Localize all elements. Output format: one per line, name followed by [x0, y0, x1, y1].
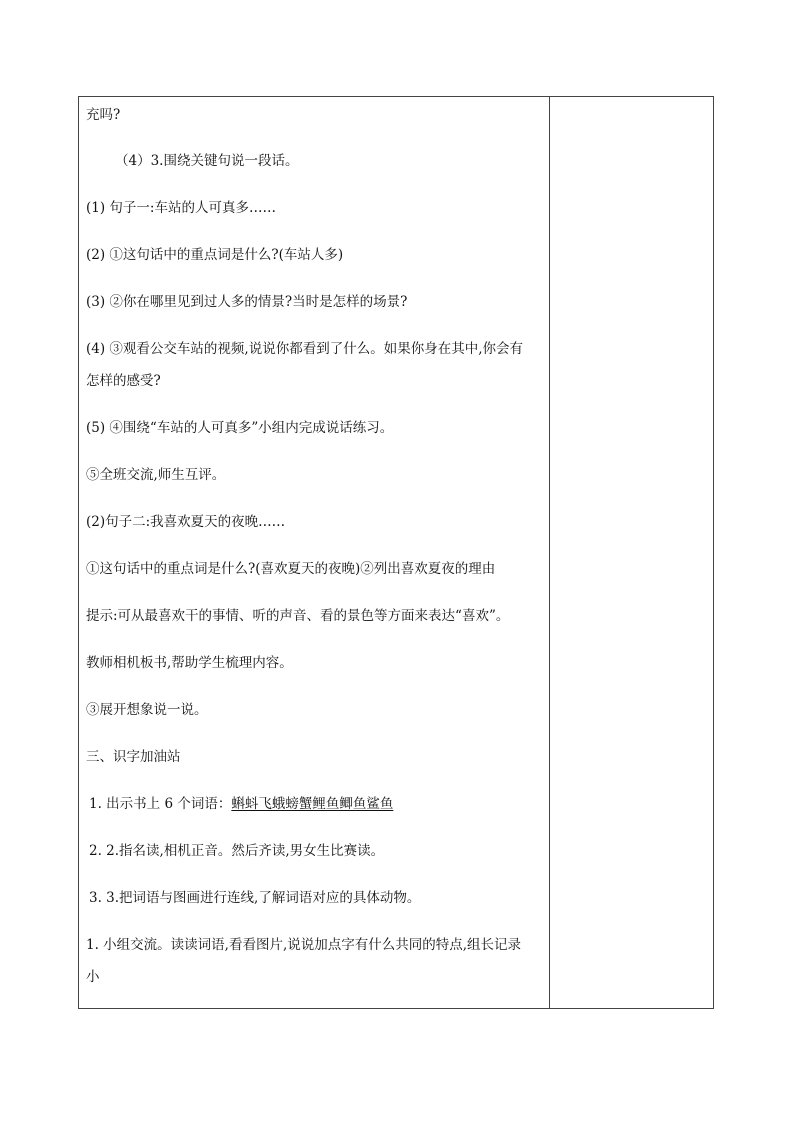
text-line: (4) ③观看公交车站的视频,说说你都看到了什么。如果你身在其中,你会有 — [86, 341, 523, 357]
text-line: (3) ②你在哪里见到过人多的情景?当时是怎样的场景? — [86, 294, 408, 310]
text-line: 1. 出示书上 6 个词语： — [89, 796, 232, 812]
column-divider — [549, 97, 550, 1008]
text-line: ③展开想象说一说。 — [86, 702, 208, 718]
text-line: (2)句子二:我喜欢夏天的夜晚…… — [86, 514, 286, 530]
text-line: ①这句话中的重点词是什么?(喜欢夏天的夜晚)②列出喜欢夏夜的理由 — [86, 561, 496, 577]
text-line: 小 — [86, 969, 100, 985]
text-line: 怎样的感受? — [86, 373, 161, 389]
text-line: (1) 句子一:车站的人可真多…… — [86, 200, 276, 216]
text-line: 2. 2.指名读,相机正音。然后齐读,男女生比赛读。 — [89, 843, 385, 859]
text-line: 3. 3.把词语与图画进行连线,了解词语对应的具体动物。 — [89, 890, 421, 906]
text-line: 1. 小组交流。读读词语,看看图片,说说加点字有什么共同的特点,组长记录 — [86, 937, 522, 953]
underlined-words: 蝌蚪飞蛾螃蟹鲤鱼鲫鱼鲨鱼 — [231, 796, 394, 812]
text-line: 充吗? — [86, 107, 121, 123]
text-line — [89, 796, 393, 812]
text-line: ⑤全班交流,师生互评。 — [86, 467, 226, 483]
text-line: (2) ①这句话中的重点词是什么?(车站人多) — [86, 247, 344, 263]
text-line: (5) ④围绕“车站的人可真多”小组内完成说话练习。 — [86, 420, 394, 436]
lesson-table — [78, 96, 714, 1009]
text-line: 教师相机板书,帮助学生梳理内容。 — [86, 655, 293, 671]
section-heading: 三、识字加油站 — [86, 749, 181, 765]
text-line: 提示:可从最喜欢干的事情、听的声音、看的景色等方面来表达“喜欢”。 — [86, 608, 510, 624]
text-line: （4）3.围绕关键句说一段话。 — [115, 153, 299, 169]
